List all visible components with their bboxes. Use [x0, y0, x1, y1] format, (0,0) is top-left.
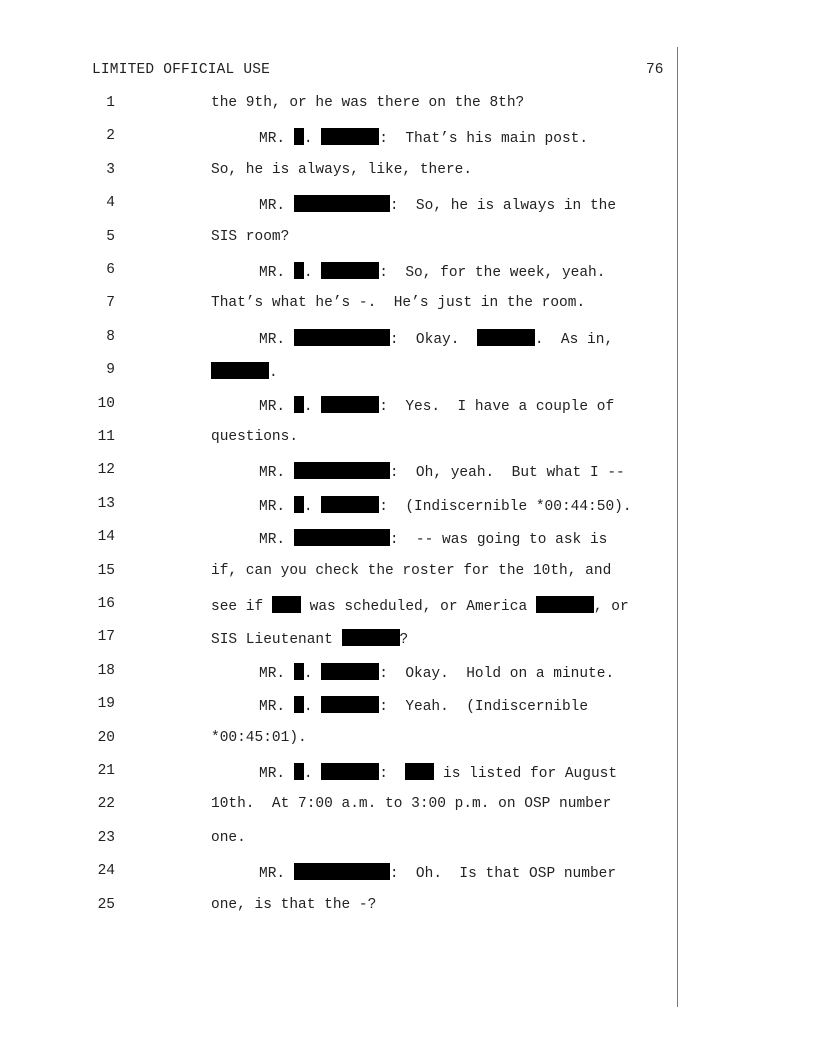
- transcript-line: [0, 863, 816, 885]
- line-number: 18: [97, 662, 115, 679]
- line-number: 15: [97, 562, 115, 579]
- line-number: 25: [97, 896, 115, 913]
- text-segment: That’s what he’s -. He’s just in the room.: [211, 295, 586, 312]
- text-segment: :: [379, 766, 406, 782]
- line-text: [211, 563, 611, 579]
- line-text: [211, 629, 408, 648]
- line-text: [211, 229, 289, 245]
- text-segment: : Okay.: [389, 331, 477, 348]
- text-segment: : So, for the week, yeah.: [379, 265, 606, 281]
- speaker-line-text: [259, 763, 617, 782]
- transcript-line: [0, 128, 816, 150]
- line-number: 13: [97, 495, 115, 512]
- text-segment: SIS Lieutenant: [211, 632, 342, 649]
- redaction-block: [294, 763, 304, 780]
- speaker-line-text: [259, 696, 588, 715]
- redaction-block: [294, 462, 390, 479]
- text-segment: : That’s his main post.: [379, 131, 589, 148]
- line-text: [211, 429, 298, 445]
- speaker-line-text: [259, 663, 614, 682]
- redaction-block: [536, 596, 594, 613]
- line-text: [211, 730, 307, 746]
- redaction-block: [294, 696, 304, 713]
- text-segment: MR.: [259, 665, 294, 682]
- redaction-block: [321, 763, 379, 780]
- line-number: 19: [97, 696, 115, 713]
- redaction-block: [321, 128, 379, 145]
- line-number: 21: [97, 763, 115, 779]
- speaker-line-text: [259, 329, 613, 348]
- transcript-line: [0, 663, 816, 685]
- text-segment: MR.: [259, 766, 294, 782]
- line-text: [211, 295, 585, 311]
- transcript-line: [0, 262, 816, 284]
- text-segment: : Okay. Hold on a minute.: [379, 665, 615, 682]
- text-segment: SIS room?: [211, 228, 290, 245]
- text-segment: MR.: [259, 532, 294, 549]
- line-number: 8: [106, 328, 115, 345]
- line-number: 6: [106, 262, 115, 278]
- redaction-block: [294, 329, 390, 346]
- text-segment: .: [303, 498, 322, 515]
- transcript-line: [0, 362, 816, 384]
- text-segment: if, can you check the roster for the 10th, and: [211, 562, 612, 579]
- speaker-line-text: [259, 262, 605, 281]
- line-text: [211, 897, 376, 913]
- line-text: [211, 830, 246, 846]
- text-segment: is listed for August: [434, 766, 618, 782]
- transcript-line: [0, 796, 816, 818]
- text-segment: . As in,: [534, 331, 614, 348]
- redaction-block: [405, 763, 434, 780]
- line-number: 9: [106, 362, 115, 379]
- redaction-block: [294, 529, 390, 546]
- transcript-line: [0, 629, 816, 651]
- transcript-line: [0, 229, 816, 251]
- line-text: [211, 95, 524, 111]
- line-number: 20: [97, 729, 115, 746]
- redaction-block: [321, 396, 379, 413]
- text-segment: .: [303, 265, 322, 281]
- text-segment: MR.: [259, 331, 294, 348]
- line-number: 22: [97, 796, 115, 813]
- text-segment: questions.: [211, 429, 299, 445]
- redaction-block: [272, 596, 301, 613]
- redaction-block: [294, 863, 390, 880]
- text-segment: MR.: [259, 699, 294, 716]
- text-segment: : Oh. Is that OSP number: [389, 866, 617, 883]
- transcript-line: [0, 596, 816, 618]
- text-segment: ?: [399, 632, 409, 649]
- redaction-block: [477, 329, 535, 346]
- line-number: 16: [97, 596, 115, 612]
- redaction-block: [321, 696, 379, 713]
- redaction-block: [294, 195, 390, 212]
- text-segment: see if: [211, 599, 272, 615]
- text-segment: MR.: [259, 131, 294, 148]
- text-segment: the 9th, or he was there on the 8th?: [211, 95, 525, 111]
- text-segment: was scheduled, or America: [300, 599, 536, 615]
- transcript-line: [0, 529, 816, 551]
- transcript-line: [0, 429, 816, 451]
- redaction-block: [211, 362, 269, 379]
- text-segment: MR.: [259, 866, 294, 883]
- line-number: 4: [106, 195, 115, 212]
- redaction-block: [294, 262, 304, 279]
- transcript-line: [0, 496, 816, 518]
- line-text: [211, 362, 278, 381]
- redaction-block: [321, 496, 379, 513]
- speaker-line-text: [259, 529, 607, 548]
- redaction-block: [294, 663, 304, 680]
- text-segment: .: [303, 131, 322, 148]
- text-segment: MR.: [259, 498, 294, 515]
- text-segment: .: [303, 699, 322, 716]
- speaker-line-text: [259, 863, 616, 882]
- line-number: 3: [106, 161, 115, 178]
- transcript-line: [0, 329, 816, 351]
- transcript-line: [0, 763, 816, 785]
- text-segment: MR.: [259, 465, 294, 482]
- speaker-line-text: [259, 462, 625, 481]
- transcript-line: [0, 897, 816, 919]
- text-segment: .: [303, 766, 322, 782]
- text-segment: : -- was going to ask is: [389, 532, 608, 549]
- text-segment: : (Indiscernible *00:44:50).: [379, 498, 632, 515]
- text-segment: So, he is always, like, there.: [211, 161, 473, 178]
- text-segment: *00:45:01).: [211, 729, 307, 746]
- text-segment: .: [303, 665, 322, 682]
- line-number: 23: [97, 829, 115, 846]
- redaction-block: [294, 396, 304, 413]
- redaction-block: [294, 496, 304, 513]
- line-number: 10: [97, 395, 115, 412]
- redaction-block: [321, 262, 379, 279]
- speaker-line-text: [259, 496, 632, 515]
- line-number: 11: [97, 429, 115, 445]
- transcript-line: [0, 195, 816, 217]
- text-segment: one, is that the -?: [211, 896, 377, 913]
- text-segment: : Yes. I have a couple of: [379, 398, 615, 415]
- line-number: 24: [97, 863, 115, 880]
- line-text: [211, 596, 629, 615]
- text-segment: : So, he is always in the: [389, 198, 617, 215]
- transcript-line: [0, 696, 816, 718]
- text-segment: : Oh, yeah. But what I --: [389, 465, 625, 482]
- transcript-line: [0, 396, 816, 418]
- line-number: 1: [106, 95, 115, 111]
- text-segment: one.: [211, 829, 246, 846]
- text-segment: .: [269, 365, 278, 382]
- transcript-line: [0, 162, 816, 184]
- redaction-block: [294, 128, 304, 145]
- line-number: 5: [106, 228, 115, 245]
- text-segment: MR.: [259, 398, 294, 415]
- page-number: 76: [646, 62, 664, 78]
- speaker-line-text: [259, 128, 588, 147]
- line-number: 7: [106, 295, 115, 312]
- text-segment: MR.: [259, 265, 294, 281]
- text-segment: , or: [593, 599, 629, 615]
- line-text: [211, 162, 472, 178]
- redaction-block: [342, 629, 400, 646]
- transcript-line: [0, 462, 816, 484]
- transcript-line: [0, 830, 816, 852]
- transcript-line: [0, 95, 816, 117]
- text-segment: MR.: [259, 198, 294, 215]
- text-segment: 10th. At 7:00 a.m. to 3:00 p.m. on OSP number: [211, 796, 612, 813]
- line-number: 17: [97, 629, 115, 646]
- transcript-line: [0, 295, 816, 317]
- redaction-block: [321, 663, 379, 680]
- speaker-line-text: [259, 396, 614, 415]
- transcript-line: [0, 730, 816, 752]
- line-number: 14: [97, 529, 115, 546]
- transcript-line: [0, 563, 816, 585]
- text-segment: .: [303, 398, 322, 415]
- line-number: 2: [106, 128, 115, 145]
- line-number: 12: [97, 462, 115, 479]
- classification-header: LIMITED OFFICIAL USE: [92, 62, 271, 78]
- speaker-line-text: [259, 195, 616, 214]
- text-segment: : Yeah. (Indiscernible: [379, 699, 589, 716]
- line-text: [211, 796, 611, 812]
